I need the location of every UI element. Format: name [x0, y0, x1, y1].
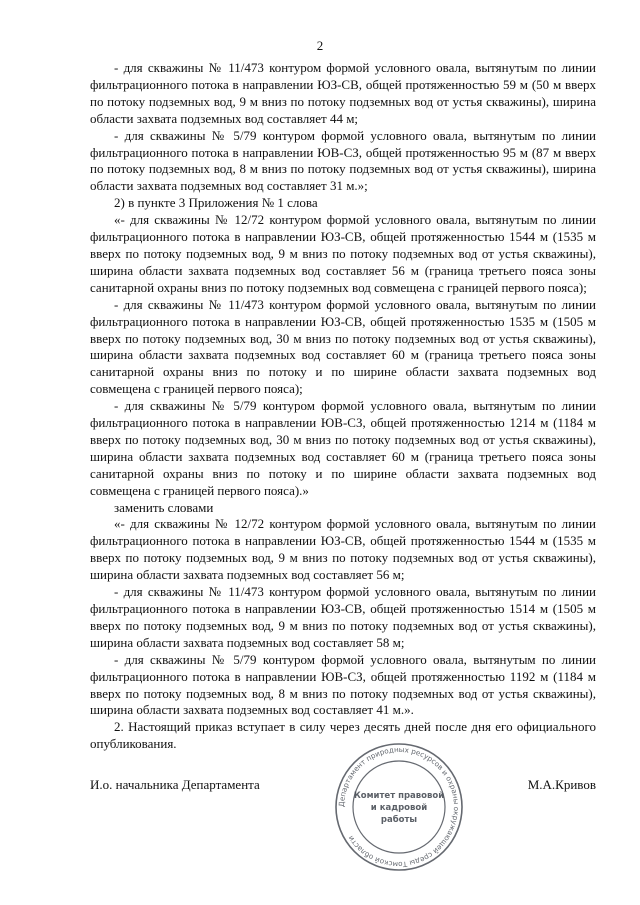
stamp-ring-text: Департамент природных ресурсов и охраны окружающей среды Томской области — [336, 744, 462, 870]
paragraph-old-well-11-473: - для скважины № 11/473 контуром формой условного овала, вытянутым по линии фильтрационного потока в направлении ЮЗ-СВ, общей протяженностью 1535 м (1505 м вверх по потоку подземных вод, 30 м вниз по потоку подземных вод от устья скважины), ширина области захвата подземных вод составляет 60 м (граница третьего пояса зоны санитарной охраны вниз по потоку и по ширине области захвата подземных вод совмещена с границей первого пояса); — [90, 296, 596, 397]
paragraph-new-well-5-79: - для скважины № 5/79 контуром формой условного овала, вытянутым по линии фильтрационного потока в направлении ЮВ-СЗ, общей протяженностью 1192 м (1184 м вверх по потоку подземных вод, 8 м вниз по потоку подземных вод от устья скважины), ширина области захвата подземных вод составляет 41 м.». — [90, 651, 596, 718]
paragraph-well-11-473: - для скважины № 11/473 контуром формой условного овала, вытянутым по линии фильтрационного потока в направлении ЮЗ-СВ, общей протяженностью 59 м (50 м вверх по потоку подземных вод, 9 м вниз по потоку подземных вод от устья скважины), ширина области захвата подземных вод составляет 44 м; — [90, 60, 596, 126]
stamp-center-line-2: и кадровой — [370, 803, 428, 813]
stamp-center-line-3: работы — [380, 815, 418, 825]
document-body — [90, 60, 596, 753]
paragraph-old-well-5-79: - для скважины № 5/79 контуром формой условного овала, вытянутым по линии фильтрационного потока в направлении ЮВ-СЗ, общей протяженностью 1214 м (1184 м вверх по потоку подземных вод, 30 м вниз по потоку подземных вод от устья скважины), ширина области захвата подземных вод составляет 60 м (граница третьего пояса зоны санитарной охраны вниз по потоку и по ширине области захвата подземных вод совмещена с границей первого пояса).» — [90, 398, 596, 498]
paragraph-effective-date: 2. Настоящий приказ вступает в силу через десять дней после дня его официального опубликования. — [90, 719, 596, 752]
paragraph-new-well-12-72: «- для скважины № 12/72 контуром формой условного овала, вытянутым по линии фильтрационного потока в направлении ЮЗ-СВ, общей протяженностью 1544 м (1535 м вверх по потоку подземных вод, 9 м вниз по потоку подземных вод от устья скважины), ширина области захвата подземных вод составляет 56 м; — [90, 516, 596, 583]
page-number: 2 — [316, 38, 324, 53]
paragraph-new-well-11-473: - для скважины № 11/473 контуром формой условного овала, вытянутым по линии фильтрационного потока в направлении ЮЗ-СВ, общей протяженностью 1514 м (1505 м вверх по потоку подземных вод, 9 м вниз по потоку подземных вод от устья скважины), ширина области захвата подземных вод составляет 58 м; — [90, 584, 596, 650]
paragraph-item-2-heading: 2) в пункте 3 Приложения № 1 слова — [114, 195, 318, 211]
paragraph-replace-with: заменить словами — [114, 499, 214, 515]
signature-position: И.о. начальника Департамента — [90, 777, 260, 792]
signature-name: М.А.Кривов — [527, 777, 596, 792]
official-stamp-seal — [330, 742, 468, 872]
stamp-center-line-1: Комитет правовой — [353, 791, 445, 801]
paragraph-well-5-79: - для скважины № 5/79 контуром формой условного овала, вытянутым по линии фильтрационного потока в направлении ЮВ-СЗ, общей протяженностью 95 м (87 м вверх по потоку подземных вод, 8 м вниз по потоку подземных вод от устья скважины), ширина области захвата подземных вод составляет 31 м.»; — [90, 127, 596, 194]
paragraph-old-well-12-72: «- для скважины № 12/72 контуром формой условного овала, вытянутым по линии фильтрационного потока в направлении ЮЗ-СВ, общей протяженностью 1544 м (1535 м вверх по потоку подземных вод, 9 м вниз по потоку подземных вод от устья скважины), ширина области захвата подземных вод составляет 56 м (граница третьего пояса зоны санитарной охраны вниз по потоку подземных вод совмещена с границей первого пояса); — [90, 212, 596, 295]
